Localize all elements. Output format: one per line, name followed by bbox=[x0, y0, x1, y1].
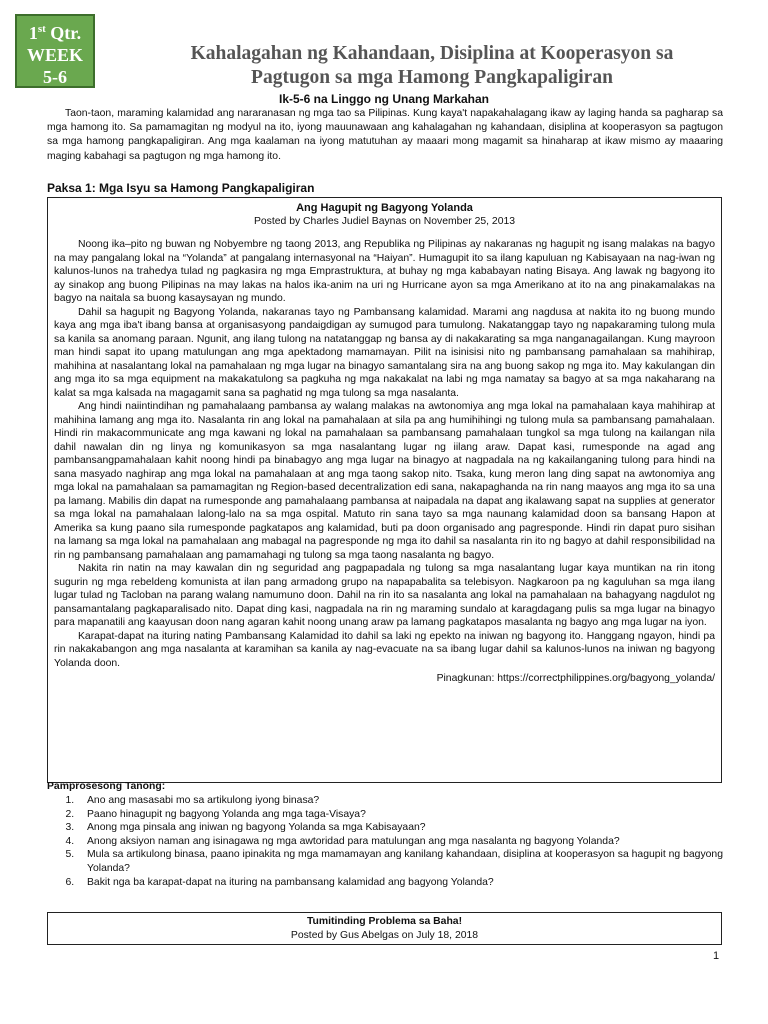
questions-heading: Pamprosesong Tanong: bbox=[47, 781, 166, 792]
badge-quarter: 1st Qtr. bbox=[28, 23, 82, 43]
questions-list bbox=[47, 794, 723, 889]
question-item: 4. Anong aksiyon naman ang isinagawa ng mga awtoridad para matulungan ang mga nasalanta ng bagyong Yolanda? bbox=[77, 835, 723, 849]
article-title: Ang Hagupit ng Bagyong Yolanda bbox=[296, 202, 473, 214]
article-box-flood bbox=[47, 912, 722, 945]
week-badge bbox=[15, 14, 95, 88]
module-subtitle: Ik-5-6 na Linggo ng Unang Markahan bbox=[278, 92, 490, 106]
badge-week-number: 5-6 bbox=[43, 67, 67, 87]
badge-week-label: WEEK bbox=[26, 45, 83, 65]
question-item: 2. Paano hinagupit ng bagyong Yolanda ang mga taga-Visaya? bbox=[77, 808, 723, 822]
question-item: 6. Bakit nga ba karapat-dapat na ituring na pambansang kalamidad ang bagyong Yolanda? bbox=[77, 876, 723, 890]
article-source: Pinagkunan: https://correctphilippines.org/bagyong_yolanda/ bbox=[436, 673, 715, 684]
article-paragraph: Ang hindi naiintindihan ng pamahalaang pambansa ay walang malakas na awtonomiya ang mga lokal na pamahalaan kaya mahihirap at mahihina lamang ang mga ito. Nasalanta rin ang lokal na pamahalaan at sila pa ang humihihingi ng tulong mula sa pambansang pamahalaan. Hindi rin makacommunicate ang mga kawani ng lokal na pamahalaan sa pambansang pamahalaan tungkol sa mga tulong na kailangan nila dahil nawalan din ng linya ng komunikasyon sa mga nasalantang lugar ng iilang araw. Dapat kasi, rumesponde na agad ang pambansangpamahalaan kahit noong hindi pa binabagyo ang mga lugar na binagyo at nagpadala na ng kakailanganing tulong para hindi na sana masyado naghirap ang mga lokal na pamahalaan at ang mga taong sakop nito. Tsaka, kung meron lang ding sapat na awtonomiya ang mga lokal na pamahalaan sa pamamagitan ng Region-based decentralization edi sana, nakapaghanda na rin nang maayos ang mga ito sa una pa lamang. Mabilis din dapat na rumesponde ang pamahalaang pambansa at naipadala na dapat ang ikalawang sapat na supplies at generator sa mga lokal na pamahalaan lalong-lalo na sa mga ospital. Matuto rin sana tayo sa mga naunang kalamidad doon sa bansang Hapon at Amerika sa kung paano sila rumesponde pagkatapos ang kalamidad, buti pa doon organisado ang pagresponde. Hindi rin dapat puro sisihan na lamang sa mga lokal na pamahalaan ang mabagal na pagresponde ng mga ito dahil sa nasalanta rin ito ng bagyo at dahil responsibilidad na rin ng pambansang pamahalaan ang pamamahagi ng tulong sa mga taong nasalanta ng bagyo. bbox=[54, 401, 715, 561]
article-byline: Posted by Charles Judiel Baynas on November 25, 2013 bbox=[253, 216, 516, 227]
article-paragraph: Noong ika–pito ng buwan ng Nobyembre ng taong 2013, ang Republika ng Pilipinas ay nakaranas ng hagupit ng isang malakas na bagyo na may pangalang lokal na “Yolanda” at pangalang internasyonal na “Haiyan”. Humagupit ito sa ilang kapuluan ng Kabisayaan na nag-iwan ng kalunos-lunos na trahedya tulad ng pagkasira ng mga Emprastruktura, at buhay ng mga kababayan nating Bisaya. Ang lawak ng bagyong ito ay sinakop ang buong Pilipinas na may lakas na halos ika-anim na uri ng Hurricane ayon sa mga Amerikano at ito na ang pinakamalakas na bagyo na naitala sa buong kasaysayan ng mundo. bbox=[54, 239, 715, 304]
article2-byline: Posted by Gus Abelgas on July 18, 2018 bbox=[290, 930, 479, 941]
question-item: 1. Ano ang masasabi mo sa artikulong iyong binasa? bbox=[77, 794, 723, 808]
article-paragraph: Karapat-dapat na ituring nating Pambansang Kalamidad ito dahil sa laki ng epekto na iniwan ng bagyong ito. Hanggang ngayon, hindi pa rin nakakabangon ang mga nasalanta at karamihan sa kanila ay nag-evacuate na sa ibang lugar dahil sa kalunos-lunos na iniwan ng bagyong Yolanda doon. bbox=[54, 630, 715, 669]
topic-heading: Paksa 1: Mga Isyu sa Hamong Pangkapaligiran bbox=[47, 181, 315, 195]
question-item: 5. Mula sa artikulong binasa, paano ipinakita ng mga mamamayan ang kanilang kahandaan, disiplina at kooperasyon sa hagupit ng bagyong Yolanda? bbox=[77, 848, 723, 875]
page-number: 1 bbox=[713, 950, 720, 962]
article-box-yolanda bbox=[47, 197, 722, 783]
question-item: 3. Anong mga pinsala ang iniwan ng bagyong Yolanda sa mga Kabisayaan? bbox=[77, 821, 723, 835]
intro-paragraph: Taon-taon, maraming kalamidad ang nararanasan ng mga tao sa Pilipinas. Kung kaya't napakahalagang ikaw ay laging handa sa pagharap sa mga hamong ito. Sa pamamagitan ng modyul na ito, iyong mauunawaan ang kahalagahan ng kahandaan, disiplina at kooperasyon sa pagtugon sa mga hamong pangkapaligiran. Ang mga kaalaman na iyong matutuhan ay maaari mong magamit sa hinaharap at ikaw mismo ay maaaring maging kabahagi sa pagtugon ng mga hamong ito. bbox=[47, 108, 723, 162]
processing-questions bbox=[47, 780, 723, 889]
article-paragraph: Dahil sa hagupit ng Bagyong Yolanda, nakaranas tayo ng Pambansang kalamidad. Marami ang nagdusa at nakita ito ng buong mundo kaya ang mga iba't ibang bansa at organisasyong pandaigdigan ay sumugod para tumulong. Nakatanggap tayo ng napakaraming tulong mula sa kanila sa anomang paraan. Ngunit, ang ilang tulong na natatanggap ng bansa ay di nakakarating sa mga nanganagailangan. Kung mayroon man hindi sapat ito upang matulungan ang mga apektadong mamamayan. Pilit na isinisisi nito ng pambansang pamahalaan sa mahihirap, mahihina at nasalantang lokal na pamahalaan ng mga lugar na binagyo samantalang sira na ang buong sakop ng mga ito. May kakulangan din ang mga ito sa mga equipment na makakatulong sa pagkuha ng mga nakakalat na labi ng mga namatay sa bagyo at sa mga nakaharang na kalat sa mga kalsada na magagamit sana sa paghatid ng mga tulong sa mga nasalanta. bbox=[54, 306, 715, 399]
article2-title: Tumitinding Problema sa Baha! bbox=[306, 916, 463, 927]
article-paragraph: Nakita rin natin na may kawalan din ng seguridad ang pagpapadala ng tulong sa mga nasalantang lugar kaya muntikan na rin itong sugurin ng mga rebeldeng komunista at ilan pang armadong grupo na napapabalita sa telebisyon. Nagkaroon pa ng kaguluhan sa mga ilang lugar tulad ng Tacloban na parang walang namumuno doon. Dahil na rin ito sa nasalanta ang lokal na pamahalaan na bahagyang nagdulot ng pansamantalang pagkaparalisado nito. Dapat ding kasi, nagpadala na rin ng maraming sundalo at karagdagang pulis sa mga lugar na binagyo para mapanatili ang kaayusan doon nang agaran kahit noong unang araw pa lamang pagkatapos masalanta ng bagyo ang mga lugar na iyon. bbox=[54, 563, 715, 628]
module-title: Kahalagahan ng Kahandaan, Disiplina at Kooperasyon sa Pagtugon sa mga Hamong Pangkapaligiran bbox=[190, 43, 674, 88]
